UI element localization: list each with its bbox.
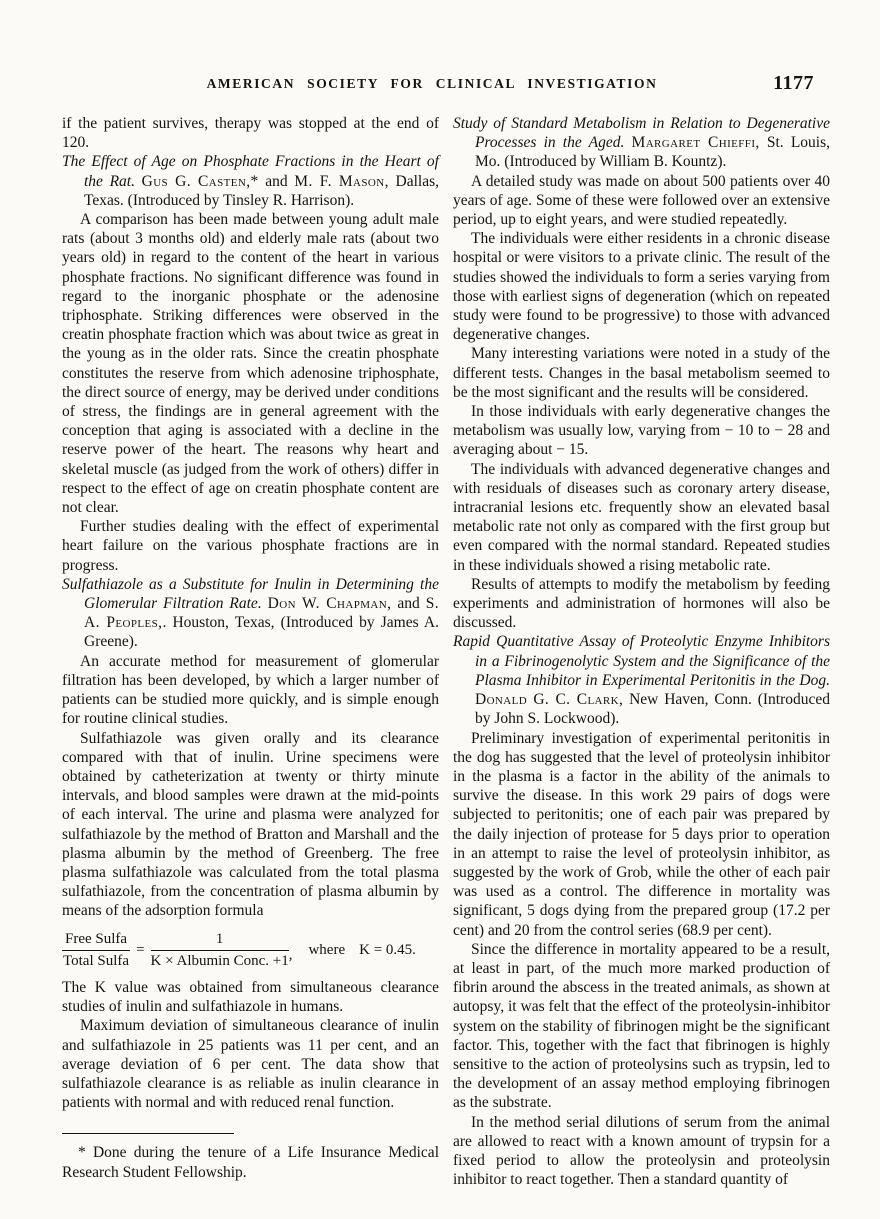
abstract-paragraph: An accurate method for measurement of glomerular filtration has been developed, by which a larger number of patients can be studied more quickly, and is simple enough for routine clinical studies.: [62, 652, 439, 728]
footnote-rule: [62, 1133, 234, 1134]
abstract-paragraph: The individuals with advanced degenerative changes and with residuals of diseases such as coronary artery disease, intracranial lesions etc. frequently show an elevated basal metabolic rate not only as compared with the first group but even compared with the normal standard. Repeated studies in these individuals showed a rising metabolic rate.: [453, 460, 830, 574]
journal-title: AMERICAN SOCIETY FOR CLINICAL INVESTIGATION: [206, 76, 658, 91]
abstract-title-phosphate-fractions: [62, 152, 439, 210]
abstract-title-proteolytic-enzyme: [453, 632, 830, 728]
comma: ,: [288, 946, 293, 963]
page-header: [0, 0, 880, 98]
title-segment-roman: [135, 173, 142, 190]
continued-paragraph: if the patient survives, therapy was stopped at the end of 120.: [62, 115, 439, 152]
title-segment-italic: Rapid Quantitative Assay of Proteolytic Enzyme Inhibitors in a Fibrinogenolytic System and the Significance of the Plasma Inhibitor in Experimental Peritonitis in the Dog.: [453, 633, 830, 689]
abstract-title-sulfathiazole: [62, 575, 439, 652]
abstract-title-standard-metabolism: [453, 114, 830, 172]
fraction-free-total-sulfa: [62, 931, 130, 971]
title-segment-italic: The Effect of Age on Phosphate Fractions in the Heart of the Rat.: [62, 153, 439, 190]
abstract-paragraph: Results of attempts to modify the metabolism by feeding experiments and administration of hormones will also be discussed.: [453, 575, 830, 632]
abstract-paragraph: The individuals were either residents in a chronic disease hospital or were visitors to a private clinic. The result of the studies showed the individuals to form a series varying from those with earliest signs of degeneration (which on repeated study were found to be progressive) to those with advanced degenerative changes.: [453, 230, 830, 344]
title-segment-smallcaps: Gus G. Casten,*: [141, 172, 259, 190]
title-segment-italic: Sulfathiazole as a Substitute for Inulin in Determining the Glomerular Filtration Rate.: [62, 575, 439, 613]
abstract-paragraph: A comparison has been made between young adult male rats (about 3 months old) and elderly male rats (about two years old) in regard to the content of the heart in various phosphate fractions. No significant difference was found in regard to the inorganic phosphate or the adenosine triphosphate. Striking differences were observed in the creatin phosphate fraction which was about twice as great in the young as in the older rats. Since the creatin phosphate constitutes the reserve from which adenosine triphosphate, the direct source of energy, may be derived under conditions of stress, the findings are in general agreement with the conception that aging is associated with a decline in the reserve power of the heart. The reasons why heart and skeletal muscle (as judged from the work of others) differ in respect to the effect of age on creatin phosphate content are not clear.: [62, 211, 439, 517]
denominator: K × Albumin Conc. +1: [150, 952, 289, 969]
title-segment-roman: and: [391, 595, 426, 613]
title-segment-italic: Study of Standard Metabolism in Relation to Degenerative Processes in the Aged.: [453, 115, 830, 152]
numerator: Free Sulfa: [62, 931, 130, 951]
title-segment-roman: St. Louis, Mo. (Introduced by William B. Kountz).: [475, 134, 830, 171]
abstract-paragraph: Many interesting variations were noted in a study of the different tests. Changes in the basal metabolism seemed to be the most significant and the results will be considered.: [453, 345, 830, 401]
abstract-paragraph: Maximum deviation of simultaneous clearance of inulin and sulfathiazole in 25 patients was 11 per cent, and an average deviation of 6 per cent. The data show that sulfathiazole clearance is as reliable as inulin clearance in patients with normal and with reduced renal function.: [62, 1017, 439, 1112]
adsorption-formula: [62, 931, 439, 971]
title-segment-smallcaps: M. F. Mason,: [294, 172, 389, 190]
title-segment-smallcaps: Don W. Chapman,: [267, 595, 392, 613]
abstract-paragraph: In those individuals with early degenerative changes the metabolism was usually low, varying from − 10 to − 28 and averaging about − 15.: [453, 403, 830, 459]
abstract-paragraph: Since the difference in mortality appeared to be a result, at least in part, of the much more marked production of fibrin around the abscess in the treated animals, as shown at autopsy, it was felt that the effect of the proteolysin-inhibitor system on the stability of fibrinogen might be the significant factor. This, together with the fact that fibrinogen is highly sensitive to the action of proteolysins such as trypsin, led to the development of an assay method employing fibrinogen as the substrate.: [453, 940, 830, 1112]
abstract-paragraph: In the method serial dilutions of serum from the animal are allowed to react with a known amount of trypsin for a fixed period to allow the proteolysin and proteolysin inhibitor to react together. Then a standard quantity of: [453, 1113, 830, 1189]
title-segment-smallcaps: S. A. Peoples,: [84, 595, 440, 632]
abstract-paragraph: A detailed study was made on about 500 patients over 40 years of age. Some of these were followed over an extensive period, up to eight years, and were studied repeatedly.: [453, 172, 830, 229]
equals-sign: =: [136, 941, 145, 958]
title-segment-roman: [624, 134, 631, 151]
denominator: Total Sulfa: [63, 952, 130, 969]
title-segment-smallcaps: Margaret Chieffi,: [631, 134, 760, 152]
abstract-paragraph: The K value was obtained from simultaneous clearance studies of inulin and sulfathiazole in humans.: [62, 979, 439, 1016]
abstract-paragraph: Further studies dealing with the effect of experimental heart failure on the various phosphate fractions are in progress.: [62, 518, 439, 574]
title-segment-roman: Dallas, Texas. (Introduced by Tinsley R. Harrison).: [84, 172, 439, 209]
title-segment-roman: . Houston, Texas, (Introduced by James A. Greene).: [84, 614, 439, 651]
footnote: * Done during the tenure of a Life Insurance Medical Research Student Fellowship.: [62, 1144, 439, 1181]
abstract-paragraph: Sulfathiazole was given orally and its clearance compared with that of inulin. Urine specimens were obtained by catheterization at twenty or thirty minute intervals, and blood samples were drawn at the mid-points of each interval. The urine and plasma were analyzed for sulfathiazole by the method of Bratton and Marshall and the plasma albumin by the method of Greenberg. The free plasma sulfathiazole was calculated from the total plasma sulfathiazole, from the concentration of plasma albumin by means of the adsorption formula: [62, 729, 439, 920]
page-number: 1177: [773, 72, 814, 94]
title-segment-smallcaps: Donald G. C. Clark,: [475, 691, 624, 709]
title-segment-roman: and: [258, 172, 295, 190]
fraction-k-albumin: [151, 931, 289, 971]
k-value: K = 0.45.: [359, 941, 416, 958]
right-column: [453, 114, 830, 1189]
two-column-body: [0, 98, 880, 1189]
numerator: 1: [151, 931, 289, 951]
where-label: where: [308, 941, 346, 958]
abstract-paragraph: Preliminary investigation of experimental peritonitis in the dog has suggested that the level of proteolysin inhibitor in the plasma is a factor in the ability of the animals to survive the disease. In this work 29 pairs of dogs were subjected to peritonitis; one of each pair was prepared by the daily injection of protease for 5 days prior to operation in an attempt to raise the level of proteolysin inhibitor, as suggested by the work of Grob, while the other of each pair was used as a control. The difference in mortality was significant, 5 dogs dying from the prepared group (17.2 per cent) and 20 from the control series (68.9 per cent).: [453, 729, 830, 939]
title-segment-roman: New Haven, Conn. (Introduced by John S. Lockwood).: [475, 691, 830, 728]
left-column: [62, 114, 439, 1189]
